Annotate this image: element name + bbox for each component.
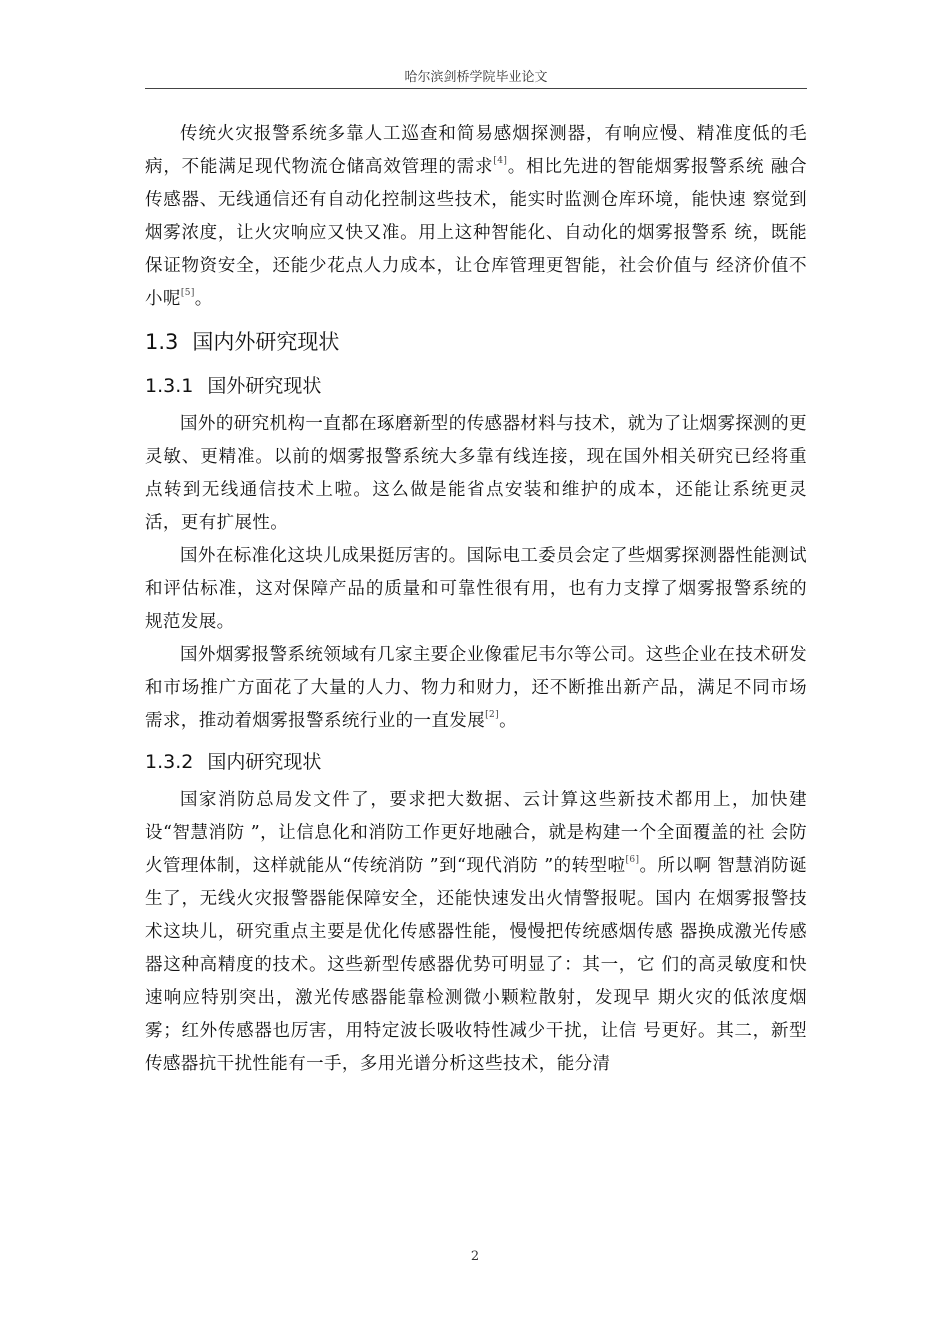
intro-text-3: 。 <box>194 289 213 309</box>
header-rule <box>145 88 807 89</box>
section-title: 国内外研究现状 <box>192 330 340 354</box>
subsection-title: 国外研究现状 <box>207 375 322 397</box>
subsection-number: 1.3.1 <box>145 375 194 397</box>
section-1-3-heading <box>145 320 807 364</box>
citation-6: [6] <box>625 855 640 865</box>
foreign-paragraph-3-text: 国外烟雾报警系统领域有几家主要企业像霍尼韦尔等公司。这些企业在技术研发和市场推广方面花了大量的人力、物力和财力，还不断推出新产品，满足不同市场需求，推动着烟雾报警系统行业的一直发展 <box>145 645 807 731</box>
section-1-3-1-heading <box>145 364 807 408</box>
subsection-title: 国内研究现状 <box>207 751 322 773</box>
section-1-3-2-heading <box>145 740 807 784</box>
citation-2: [2] <box>485 710 500 720</box>
domestic-paragraph-1-rest: 。所以啊 智慧消防诞生了，无线火灾报警器能保障安全，还能快速发出火情警报呢。国内 在烟雾报警技术这块儿，研究重点主要是优化传感器性能，慢慢把传统感烟传感 器换成激光传感器这种高精度的技术。这些新型传感器优势可明显了：其一，它 们的高灵敏度和快速响应特别突出，激光传感器能靠检测微小颗粒散射，发现早 期火灾的低浓度烟雾；红外传感器也厉害，用特定波长吸收特性减少干扰，让信 号更好。其二，新型传感器抗干扰性能有一手，多用光谱分析这些技术，能分清 <box>145 856 807 1074</box>
foreign-paragraph-3-end: 。 <box>499 711 517 731</box>
intro-paragraph <box>145 118 807 316</box>
section-number: 1.3 <box>145 330 179 354</box>
domestic-paragraph-1-text: 国家消防总局发文件了，要求把大数据、云计算这些新技术都用上，加快建设“智慧消防 ”，让信息化和消防工作更好地融合，就是构建一个全面覆盖的社 会防火管理体制，这样就能从“传统消防 ”到“现代消防 ”的转型啦 <box>145 790 807 876</box>
foreign-paragraph-3 <box>145 639 807 738</box>
intro-text: 传统火灾报警系统多靠人工巡查和简易感烟探测器，有响应慢、精准度低的毛病，不能满足现代物流仓储高效管理的需求 <box>145 124 807 177</box>
intro-text-2: 。相比先进的智能烟雾报警系统 融合传感器、无线通信还有自动化控制这些技术，能实时监测仓库环境，能快速 察觉到烟雾浓度，让火灾响应又快又准。用上这种智能化、自动化的烟雾报警系 统，既能保证物资安全，还能少花点人力成本，让仓库管理更智能，社会价值与 经济价值不小呢 <box>145 157 807 309</box>
running-header: 哈尔滨剑桥学院毕业论文 <box>404 70 548 85</box>
page-number: 2 <box>470 1249 480 1264</box>
citation-4: [4] <box>493 156 508 166</box>
foreign-paragraph-2: 国外在标准化这块儿成果挺厉害的。国际电工委员会定了些烟雾探测器性能测试和评估标准，这对保障产品的质量和可靠性很有用，也有力支撑了烟雾报警系统的规范发展。 <box>145 546 807 632</box>
foreign-paragraph-1: 国外的研究机构一直都在琢磨新型的传感器材料与技术，就为了让烟雾探测的更灵敏、更精准。以前的烟雾报警系统大多靠有线连接，现在国外相关研究已经将重点转到无线通信技术上啦。这么做是能省点安装和维护的成本，还能让系统更灵活，更有扩展性。 <box>145 414 807 533</box>
page-body <box>145 118 807 1081</box>
subsection-number: 1.3.2 <box>145 751 194 773</box>
domestic-paragraph-1 <box>145 784 807 1081</box>
citation-5: [5] <box>180 288 195 298</box>
